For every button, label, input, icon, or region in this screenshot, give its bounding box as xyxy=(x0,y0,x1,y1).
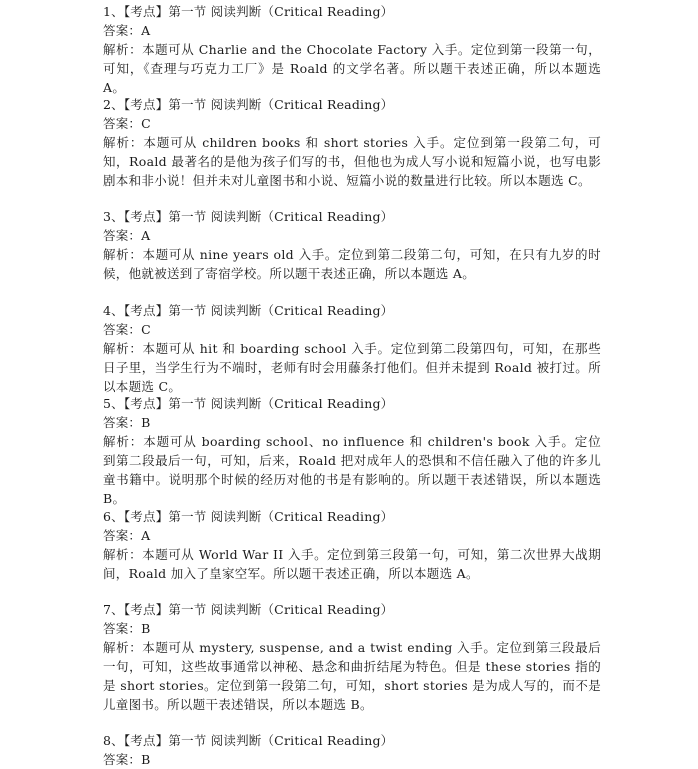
answer-line: 答案：A xyxy=(103,23,151,38)
question-header: 1、【考点】第一节 阅读判断（Critical Reading） xyxy=(103,4,394,19)
answer-line: 答案：B xyxy=(103,415,151,430)
question-item-2 xyxy=(103,95,601,190)
question-header: 6、【考点】第一节 阅读判断（Critical Reading） xyxy=(103,509,394,524)
question-header: 3、【考点】第一节 阅读判断（Critical Reading） xyxy=(103,209,394,224)
question-item-4 xyxy=(103,301,601,396)
explanation-text: 解析：本题可从 hit 和 boarding school 入手。定位到第二段第四句，可知，在那些日子里，当学生行为不端时，老师有时会用藤条打他们。但并未提到 Roald 被打过。所以本题选 C。 xyxy=(103,341,601,394)
answer-line: 答案：B xyxy=(103,621,151,636)
question-header: 4、【考点】第一节 阅读判断（Critical Reading） xyxy=(103,303,394,318)
explanation-text: 解析：本题可从 mystery, suspense, and a twist ending 入手。定位到第三段最后一句，可知，这些故事通常以神秘、悬念和曲折结尾为特色。但是 these stories 指的是 short stories。定位到第一段第二句，可知，short stories 是为成人写的，而不是儿童图书。所以题干表述错误，所以本题选 B。 xyxy=(103,640,601,712)
answer-line: 答案：A xyxy=(103,228,151,243)
explanation-text: 解析：本题可从 nine years old 入手。定位到第二段第二句，可知，在只有九岁的时候，他就被送到了寄宿学校。所以题干表述正确，所以本题选 A。 xyxy=(103,247,601,281)
question-item-7 xyxy=(103,600,601,714)
answer-line: 答案：C xyxy=(103,116,151,131)
explanation-text: 解析：本题可从 Charlie and the Chocolate Factory 入手。定位到第一段第一句，可知，《查理与巧克力工厂》是 Roald 的文学名著。所以题干表述正确，所以本题选 A。 xyxy=(103,42,601,95)
question-item-5 xyxy=(103,394,601,508)
answer-line: 答案：B xyxy=(103,752,151,767)
answer-line: 答案：C xyxy=(103,322,151,337)
question-header: 5、【考点】第一节 阅读判断（Critical Reading） xyxy=(103,396,394,411)
question-header: 7、【考点】第一节 阅读判断（Critical Reading） xyxy=(103,602,394,617)
explanation-text: 解析：本题可从 children books 和 short stories 入手。定位到第一段第二句，可知，Roald 最著名的是他为孩子们写的书，但他也为成人写小说和短篇小说，也写电影剧本和非小说！但并未对儿童图书和小说、短篇小说的数量进行比较。所以本题选 C。 xyxy=(103,135,601,188)
answer-line: 答案：A xyxy=(103,528,151,543)
question-item-8 xyxy=(103,731,601,769)
question-item-6 xyxy=(103,507,601,583)
explanation-text: 解析：本题可从 World War II 入手。定位到第三段第一句，可知，第二次世界大战期间，Roald 加入了皇家空军。所以题干表述正确，所以本题选 A。 xyxy=(103,547,601,581)
question-item-3 xyxy=(103,207,601,283)
question-item-1 xyxy=(103,2,601,97)
question-header: 8、【考点】第一节 阅读判断（Critical Reading） xyxy=(103,733,394,748)
explanation-text: 解析：本题可从 boarding school、no influence 和 children's book 入手。定位到第二段最后一句，可知，后来，Roald 把对成年人的恐惧和不信任融入了他的许多儿童书籍中。说明那个时候的经历对他的书是有影响的。所以题干表述错误，所以本题选 B。 xyxy=(103,434,601,506)
question-header: 2、【考点】第一节 阅读判断（Critical Reading） xyxy=(103,97,394,112)
